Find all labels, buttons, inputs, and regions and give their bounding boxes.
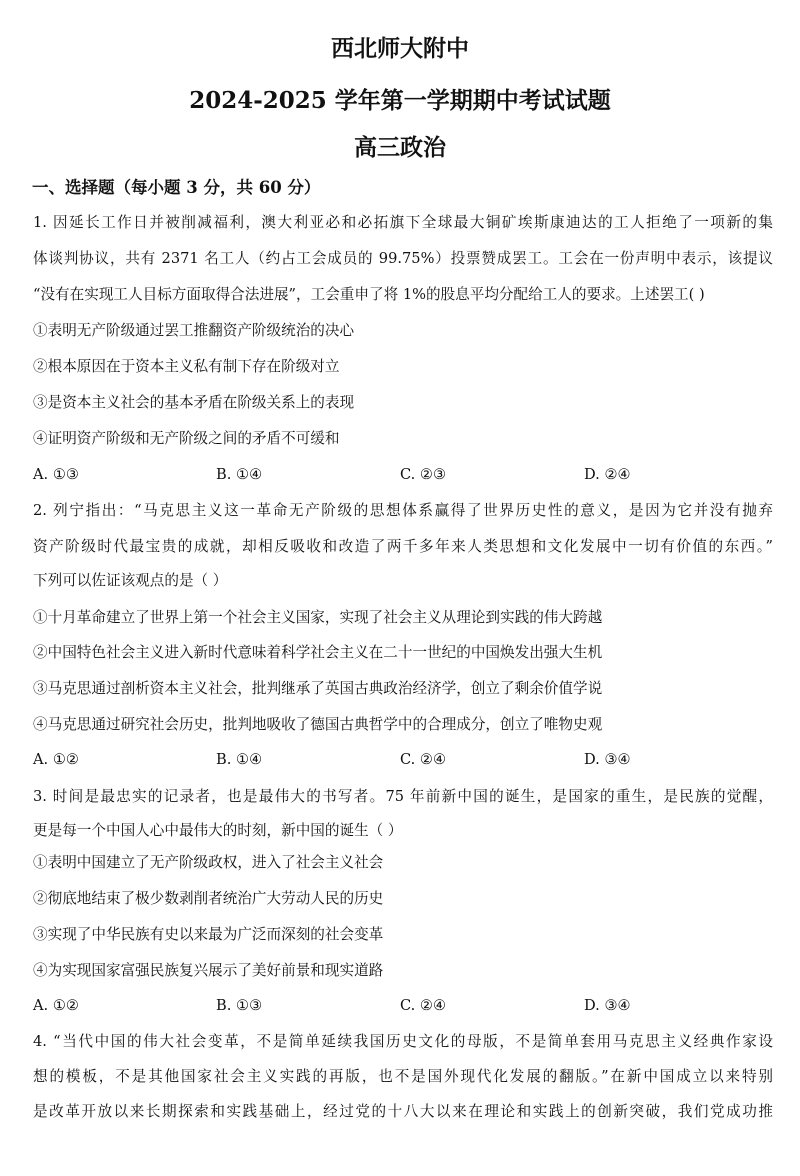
question-1-option-c: C. ②③ — [400, 466, 447, 483]
question-2-stem-line-3: 下列可以佐证该观点的是（ ） — [33, 572, 228, 589]
question-2-item-4: ④马克思通过研究社会历史，批判地吸收了德国古典哲学中的合理成分，创立了唯物史观 — [33, 716, 603, 733]
question-2-item-1: ①十月革命建立了世界上第一个社会主义国家，实现了社会主义从理论到实践的伟大跨越 — [33, 609, 603, 626]
question-1-option-a: A. ①③ — [33, 466, 79, 483]
question-2-option-c: C. ②④ — [400, 751, 447, 768]
question-3-item-1: ①表明中国建立了无产阶级政权，进入了社会主义社会 — [33, 854, 384, 871]
question-3-stem-line-2: 更是每一个中国人心中最伟大的时刻，新中国的诞生（ ） — [33, 822, 403, 839]
question-2-stem-line-1: 2. 列宁指出：“马克思主义这一革命无产阶级的思想体系赢得了世界历史性的意义，是因为它并没有抛弃 — [33, 502, 773, 519]
question-1-item-4: ④证明资产阶级和无产阶级之间的矛盾不可缓和 — [33, 430, 340, 447]
question-1-item-3: ③是资本主义社会的基本矛盾在阶级关系上的表现 — [33, 394, 355, 411]
question-3-item-2: ②彻底地结束了极少数剥削者统治广大劳动人民的历史 — [33, 890, 384, 907]
section-heading: 一、选择题（每小题 3 分，共 60 分） — [32, 178, 321, 197]
question-3-option-a: A. ①② — [33, 997, 79, 1014]
question-2-item-2: ②中国特色社会主义进入新时代意味着科学社会主义在二十一世纪的中国焕发出强大生机 — [33, 644, 603, 661]
question-3-option-b: B. ①③ — [216, 997, 263, 1014]
question-1-option-d: D. ②④ — [584, 466, 631, 483]
question-1-item-1: ①表明无产阶级通过罢工推翻资产阶级统治的决心 — [33, 322, 355, 339]
question-4-stem-line-1: 4. “当代中国的伟大社会变革，不是简单延续我国历史文化的母版，不是简单套用马克思主义经典作家设 — [33, 1033, 773, 1050]
question-3-option-c: C. ②④ — [400, 997, 447, 1014]
question-2-option-b: B. ①④ — [216, 751, 263, 768]
subject-title: 高三政治 — [354, 134, 446, 161]
question-2-option-a: A. ①② — [33, 751, 79, 768]
question-3-item-3: ③实现了中华民族有史以来最为广泛而深刻的社会变革 — [33, 926, 384, 943]
question-2-item-3: ③马克思通过剖析资本主义社会，批判继承了英国古典政治经济学，创立了剩余价值学说 — [33, 680, 603, 697]
question-3-stem-line-1: 3. 时间是最忠实的记录者，也是最伟大的书写者。75 年前新中国的诞生，是国家的重生，是民族的觉醒， — [33, 788, 773, 805]
question-1-stem-line-3: “没有在实现工人目标方面取得合法进展”，工会重申了将 1%的股息平均分配给工人的要求。上述罢工( ) — [33, 286, 705, 303]
exam-title: 2024-2025 学年第一学期期中考试试题 — [189, 87, 611, 114]
question-2-option-d: D. ③④ — [584, 751, 631, 768]
question-3-item-4: ④为实现国家富强民族复兴展示了美好前景和现实道路 — [33, 962, 384, 979]
question-4-stem-line-2: 想的模板，不是其他国家社会主义实践的再版，也不是国外现代化发展的翻版。”在新中国成立以来特别 — [33, 1068, 773, 1085]
question-1-stem-line-2: 体谈判协议，共有 2371 名工人（约占工会成员的 99.75%）投票赞成罢工。工会在一份声明中表示，该提议 — [33, 250, 773, 267]
question-1-stem-line-1: 1. 因延长工作日并被削减福利，澳大利亚必和必拓旗下全球最大铜矿埃斯康迪达的工人拒绝了一项新的集 — [33, 214, 773, 231]
school-name: 西北师大附中 — [331, 35, 469, 62]
question-4-stem-line-3: 是改革开放以来长期探索和实践基础上，经过党的十八大以来在理论和实践上的创新突破，我们党成功推 — [33, 1103, 773, 1120]
question-2-stem-line-2: 资产阶级时代最宝贵的成就，却相反吸收和改造了两千多年来人类思想和文化发展中一切有价值的东西。” — [33, 538, 773, 555]
question-1-option-b: B. ①④ — [216, 466, 263, 483]
question-1-item-2: ②根本原因在于资本主义私有制下存在阶级对立 — [33, 358, 340, 375]
question-3-option-d: D. ③④ — [584, 997, 631, 1014]
